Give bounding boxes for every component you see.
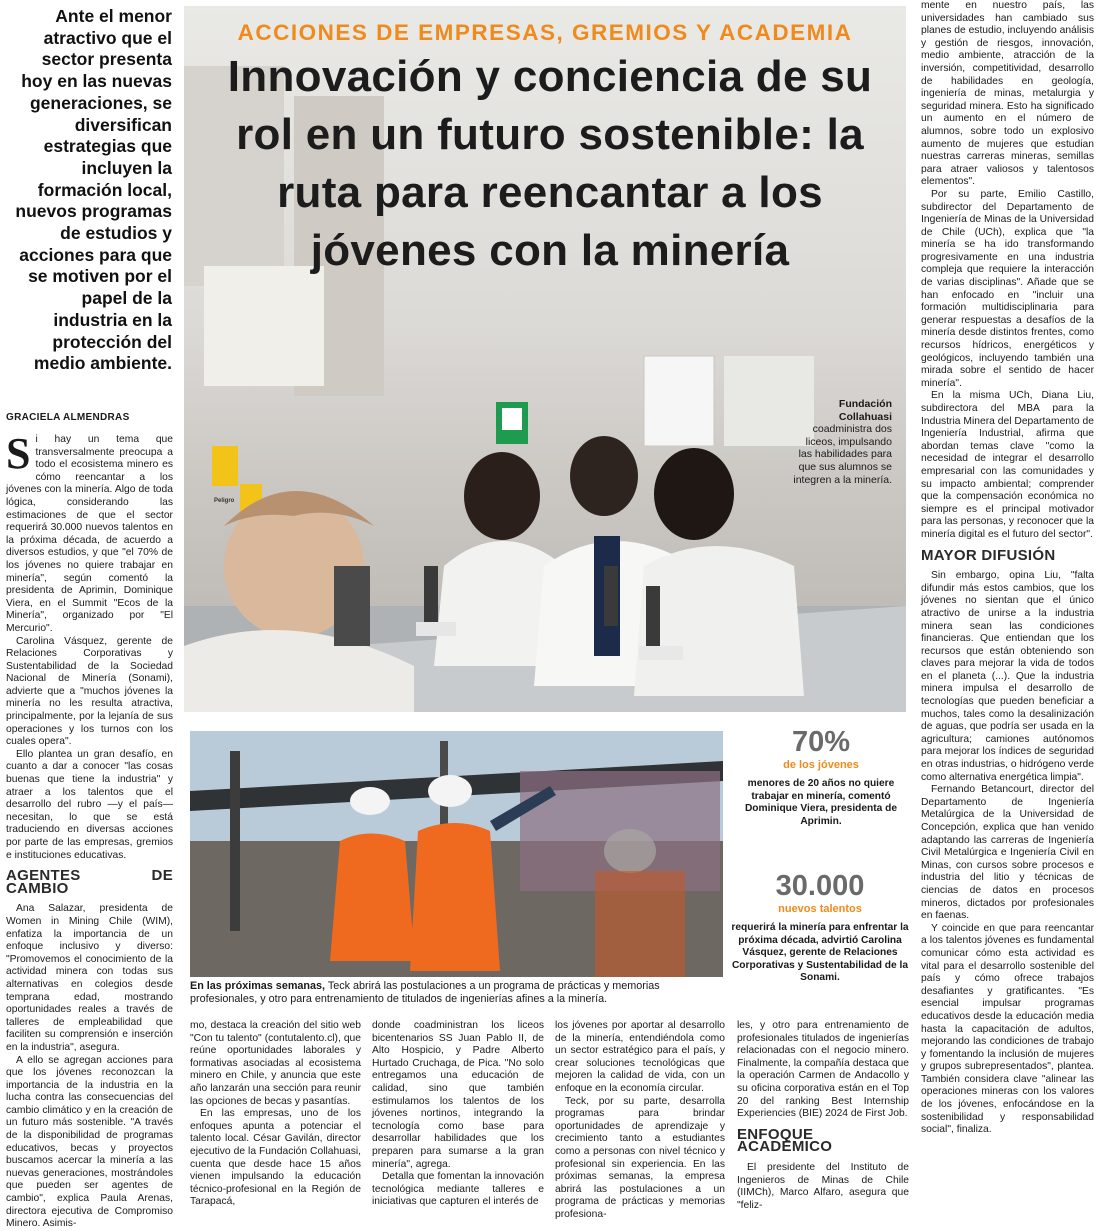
stat-text: requerirá la minería para enfrentar la próxima década, advirtió Carolina Vásquez, gerente de Relaciones Corporativas y Sustentabilidad de la Sonami.: [731, 922, 909, 984]
subheading: ENFOQUE ACADÉMICO: [737, 1125, 833, 1156]
mining-workers-illustration: [190, 731, 723, 977]
paragraph: Teck, por su parte, desarrolla programas para brindar oportunidades de aprendizaje y crecimiento tanto a estudiantes como a personas con nivel técnico y profesional sin experiencia. En las próximas semanas, la empresa abrirá las postulaciones a un programa de prácticas y memorias profesiona-: [555, 1095, 725, 1220]
stat-number: 70%: [791, 726, 851, 758]
paragraph: A ello se agregan acciones para que los jóvenes reconozcan la importancia de la industria en la lucha contra las consecuencias del cambio climático y en la creación de un futuro más sostenible. "A través de la disponibilidad de programas educativos, becas y proyectos buscamos acercar la minería a las nuevas generaciones, mostrándoles que pueden ser agentes de cambio", explica Paula Arenas, directora ejecutiva de Compromiso Minero. Asimis-: [6, 1054, 173, 1230]
paragraph: Y coincide en que para reencantar a los talentos jóvenes es fundamental comunicar cómo esta actividad es vital para el desarrollo sostenible del país y cómo ofrece trabajos desafiantes y gratificantes. "Es esencial impulsar programas educativos desde la educación media hasta la capacitación de adultos, mejorando las condiciones de trabajo y fomentando la inclusión de mujeres y grupos subrepresentados", plantea. También considera clave "alinear las operaciones mineras con los valores de los jóvenes, enfocándose en la sostenibilidad y responsabilidad social", finaliza.: [921, 922, 1094, 1136]
paragraph: mente en nuestro país, las universidades han cambiado sus planes de estudio, incluyendo análisis y gestión de riesgos, innovación, medio ambiente, atracción de la inversión, competitividad, desarrollo de habilidades en geología, ingeniería de minas, metalurgia y seguridad minera. Esto ha significado un aumento en el número de alumnos, sobre todo un explosivo aumento de mujeres que estudian nuestras carreras mineras, semillas para atraer valiosos y talentosos elementos".: [921, 0, 1094, 188]
subheading: AGENTES DE CAMBIO: [6, 867, 173, 897]
stat-text: menores de 20 años no quiere trabajar en minería, comentó Dominique Viera, presidenta de Aprimin.: [744, 778, 898, 827]
article-headline: Innovación y conciencia de su rol en un futuro sostenible: la ruta para reencantar a los jóvenes con la minería: [227, 52, 873, 275]
article-dek: Ante el menor atractivo que el sector presenta hoy en las nuevas generaciones, se diversifican estrategias que incluyen la formación local, nuevos programas de estudios y acciones para que se motiven por el papel de la industria en la protección del medio ambiente.: [15, 6, 172, 374]
photo-caption-2: [190, 980, 723, 1006]
text-column-6: [921, 0, 1094, 1137]
stat-label: nuevos talentos: [778, 903, 862, 915]
paragraph: Fernando Betancourt, director del Departamento de Ingeniería Metalúrgica de la Universidad de Concepción, explica que han venido adaptando las carreras de Ingeniería Civil Metalúrgica e Ingeniería Civil en Minas, con cursos sobre procesos e industria del litio y técnicas de ciencias de datos en procesos mineros, dictados por profesionales en faenas.: [921, 784, 1094, 922]
mining-site-photo: [190, 731, 723, 977]
paragraph: los jóvenes por aportar al desarrollo de la minería, entendiéndola como un sector estratégico para el país, y crear soluciones tecnológicas que mejoren la calidad de vida, con un enfoque en la economía circular.: [555, 1020, 725, 1094]
caption-text: coadministra dos liceos, impulsando las habilidades para que sus alumnos se integren a la minería.: [793, 423, 892, 486]
drop-cap: S: [6, 429, 31, 478]
hero-photo: [184, 6, 906, 712]
caption-bold: En las próximas semanas,: [190, 980, 326, 992]
paragraph: En las empresas, uno de los enfoques apunta a potenciar el talento local. César Gavilán, director ejecutivo de la Fundación Collahuasi, cuenta que desde hace 15 años vienen impulsando la educación técnico-profesional en la Región de Tarapacá,: [190, 1108, 361, 1208]
paragraph: El presidente del Instituto de Ingenieros de Minas de Chile (IIMCh), Marco Alfaro, asegura que "feliz-: [737, 1161, 909, 1211]
paragraph: les, y otro para entrenamiento de profesionales titulados de ingenierías relacionadas con el negocio minero. Finalmente, la compañía destaca que la operación Carmen de Andacollo y su oficina corporativa están en el Top 20 del ranking Best Internship Experiencies (BIE) 2024 de First Job.: [737, 1020, 909, 1120]
paragraph: i hay un tema que transversalmente preocupa a todo el ecosistema minero es cómo reencantar a los jóvenes con la minería. Algo de toda lógica, considerando las estimaciones de que el sector requerirá 30.000 nuevos talentos en la próxima década, de acuerdo a diversos estudios, y que "el 70% de los jóvenes no quiere trabajar en minería", según comentó la presidenta de Aprimin, Dominique Viera, en el Summit "Ecos de la Minería", organizado por "El Mercurio".: [6, 434, 173, 634]
text-column-3: [372, 1020, 544, 1209]
paragraph: Carolina Vásquez, gerente de Relaciones Corporativas y Sustentabilidad de la Sociedad Nacional de Minería (Sonami), advierte que a "muchos jóvenes la minería no les resulta atractiva, principalmente, por la lejanía de sus operaciones y los turnos con los cuales opera".: [6, 635, 173, 748]
paragraph: Por su parte, Emilio Castillo, subdirector del Departamento de Ingeniería de Minas de la Universidad de Chile (UCh), explica que "la minería se ha ido transformando progresivamente en una industria compleja que requiere la interacción de varias disciplinas". Añade que se han enfocado en "incluir una formación multidisciplinaria para generar respuestas a desafíos de la minería desde distintos frentes, como recursos hídricos, energéticos y geológicos, incluyendo también una mirada sobre el sentido de hacer minería".: [921, 188, 1094, 389]
stat-number: 30.000: [775, 870, 865, 902]
caption-text: Teck abrirá las postulaciones a un programa de prácticas y memorias profesionales, y otro para entrenamiento de titulados de ingenierías afines a la minería.: [190, 980, 660, 1005]
section-kicker: ACCIONES DE EMPRESAS, GREMIOS Y ACADEMIA: [237, 20, 853, 45]
paragraph: En la misma UCh, Diana Liu, subdirectora del MBA para la Industria Minera del Departamento de Ingeniería Industrial, afirma que abordan temas clave "como la necesidad de integrar el desarrollo empresarial con las comunidades y su impacto ambiental; comprender que la compensación económica no siempre es el principal motivador para las personas, y reconocer que la minería digital es el futuro del sector".: [921, 390, 1094, 540]
stat-label: de los jóvenes: [783, 759, 859, 771]
photo-caption: [792, 398, 892, 486]
text-column-1: [6, 429, 173, 1231]
text-column-5: [737, 1020, 909, 1212]
subheading: MAYOR DIFUSIÓN: [921, 546, 1056, 564]
paragraph: Ana Salazar, presidenta de Women in Mining Chile (WIM), enfatiza la importancia de un enfoque inclusivo y diverso: "Promovemos el conocimiento de la actividad minera con todas sus alternativas en colegios desde temprana edad, mostrando oportunidades reales a través de talleres de empleabilidad que faciliten su comprensión e inserción en la industria", asegura.: [6, 903, 173, 1053]
stat-box-2: [726, 870, 914, 985]
caption-bold: Fundación Collahuasi: [838, 398, 892, 423]
paragraph: Sin embargo, opina Liu, "falta difundir más estos cambios, que los jóvenes no sientan que el único atractivo de unirse a la industria minera sean las condiciones financieras. Que entiendan que los recursos que están obteniendo son claves para mejorar la vida de todos en el planeta (...). Que la industria minera impulsa el desarrollo de tecnologías que pueden beneficiar a muchos, tales como la desalinización de aguas, que podría ser usada en la agricultura; camiones autónomos para mejorar los índices de seguridad en otras industrias, o hidrógeno verde como alternativa energética limpia".: [921, 570, 1094, 783]
stat-box-1: [744, 726, 898, 828]
paragraph: Detalla que fomentan la innovación tecnológica mediante talleres e iniciativas que capturen el interés de: [372, 1171, 544, 1208]
paragraph: Ello plantea un gran desafío, en cuanto a dar a conocer "las cosas buenas que tiene la industria" y atraer a los talentos que el desarrollo del rubro —y el país— necesitan, lo que se está traduciendo en diversas acciones por parte de las empresas, gremios e instituciones educativas.: [6, 748, 173, 861]
byline: GRACIELA ALMENDRAS: [6, 412, 130, 423]
paragraph: mo, destaca la creación del sitio web "Con tu talento" (contutalento.cl), que reúne oportunidades laborales y formativas asociadas al ecosistema minero en Chile, y anuncia que este año lanzarán una sección para reunir las opciones de becas y pasantías.: [190, 1020, 361, 1107]
text-column-4: [555, 1020, 725, 1222]
paragraph: donde coadministran los liceos bicentenarios SS Juan Pablo II, de Alto Hospicio, y Padre Alberto Hurtado Cruchaga, de Pica. "No solo entregamos una educación de calidad, sino que también estimulamos los talentos de los jóvenes nortinos, integrando la tecnología como base para desarrollar habilidades que los preparen para sumarse a la gran minería", agrega.: [372, 1020, 544, 1170]
hazard-sign-label: Peligro: [214, 498, 235, 504]
text-column-2: [190, 1020, 361, 1209]
